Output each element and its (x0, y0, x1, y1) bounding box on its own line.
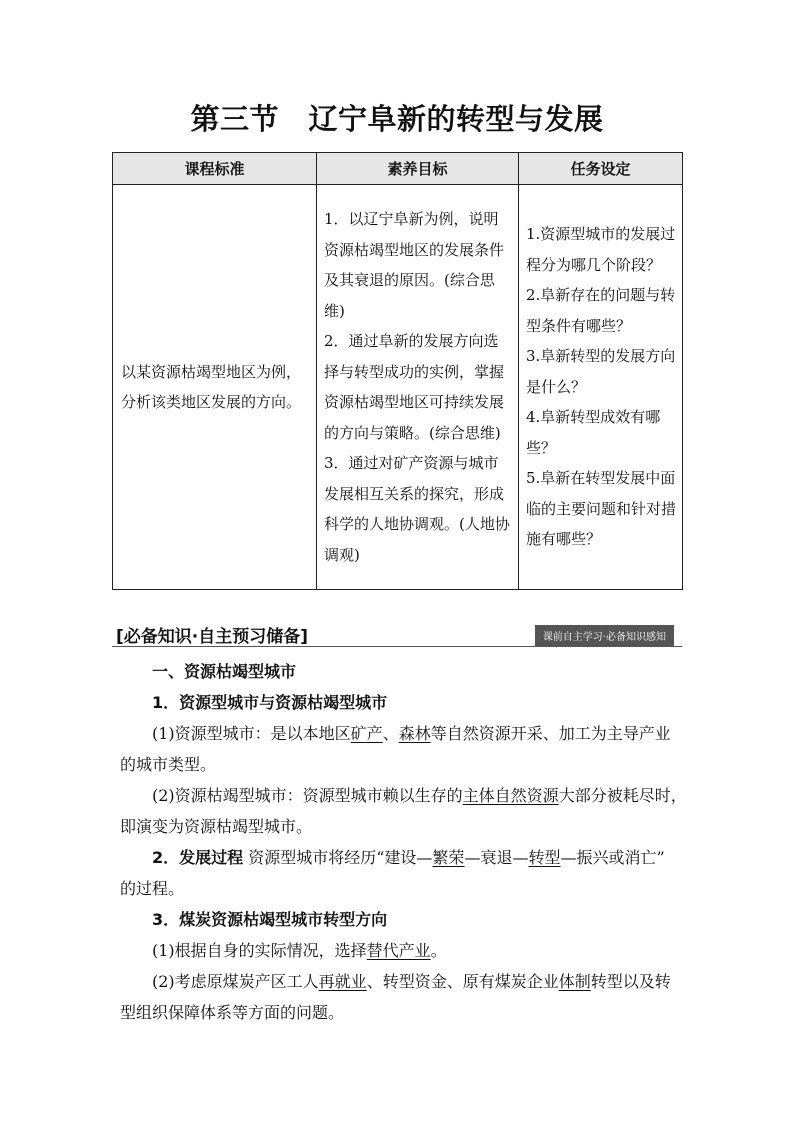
blank-answer: 矿产 (350, 724, 383, 743)
blank-answer: 转型 (528, 848, 561, 867)
task-item: 4.阜新转型成效有哪些？ (526, 408, 661, 457)
paragraph-continuation: 的城市类型。 (120, 755, 217, 774)
blank-answer: 主体自然资源 (462, 786, 559, 805)
paragraph: (2)考虑原煤炭产区工人再就业、转型资金、原有煤炭企业体制转型以及转 (152, 972, 671, 991)
header-goals: 素养目标 (317, 153, 519, 185)
goal-item: 1．以辽宁阜新为例，说明资源枯竭型地区的发展条件及其衰退的原因。(综合思维) (324, 210, 505, 320)
tasks-cell (519, 185, 683, 590)
paragraph-continuation: 即演变为资源枯竭型城市。 (120, 817, 313, 836)
page-title: 第三节 辽宁阜新的转型与发展 (190, 102, 604, 136)
section-tag: 课前自主学习·必备知识感知 (535, 625, 674, 646)
goal-item: 3．通过对矿产资源与城市发展相互关系的探究，形成科学的人地协调观。(人地协调观) (324, 454, 510, 564)
section-header (112, 622, 682, 647)
paragraph: (1)根据自身的实际情况，选择替代产业。 (152, 941, 447, 960)
section-title: [必备知识·自主预习储备] (116, 627, 308, 647)
inline-heading: 2．发展过程 (152, 848, 244, 867)
knowledge-content (120, 656, 687, 1028)
blank-answer: 再就业 (318, 972, 367, 991)
blank-answer: 繁荣 (432, 848, 465, 867)
task-item: 3.阜新转型的发展方向是什么？ (526, 347, 676, 396)
header-curriculum: 课程标准 (113, 153, 317, 185)
blank-answer: 森林 (398, 724, 431, 743)
curriculum-table (112, 152, 683, 590)
heading-level2: 1．资源型城市与资源枯竭型城市 (152, 693, 388, 712)
blank-answer: 体制 (558, 972, 591, 991)
paragraph: (2)资源枯竭型城市：资源型城市赖以生存的主体自然资源大部分被耗尽时， (152, 786, 687, 805)
task-item: 1.资源型城市的发展过程分为哪几个阶段？ (526, 225, 676, 274)
table-row (113, 185, 683, 590)
table-header-row (113, 153, 683, 185)
paragraph: (1)资源型城市：是以本地区矿产、森林等自然资源开采、加工为主导产业 (152, 724, 671, 743)
task-item: 2.阜新存在的问题与转型条件有哪些？ (526, 286, 676, 335)
header-tasks: 任务设定 (519, 153, 683, 185)
heading-level2: 3．煤炭资源枯竭型城市转型方向 (152, 910, 388, 929)
blank-answer: 替代产业 (366, 941, 431, 960)
curriculum-cell: 以某资源枯竭型地区为例，分析该类地区发展的方向。 (113, 185, 317, 590)
task-item: 5.阜新在转型发展中面临的主要问题和针对措施有哪些？ (526, 469, 677, 549)
paragraph-continuation: 型组织保障体系等方面的问题。 (120, 1003, 345, 1022)
goal-item: 2．通过阜新的发展方向选择与转型成功的实例，掌握资源枯竭型地区可持续发展的方向与策略。(综合思维) (324, 332, 505, 442)
goals-cell (317, 185, 519, 590)
heading-level1: 一、资源枯竭型城市 (152, 662, 297, 681)
paragraph-continuation: 的过程。 (120, 879, 185, 898)
paragraph: 2．发展过程 资源型城市将经历“建设—繁荣—衰退—转型—振兴或消亡” (152, 848, 665, 867)
